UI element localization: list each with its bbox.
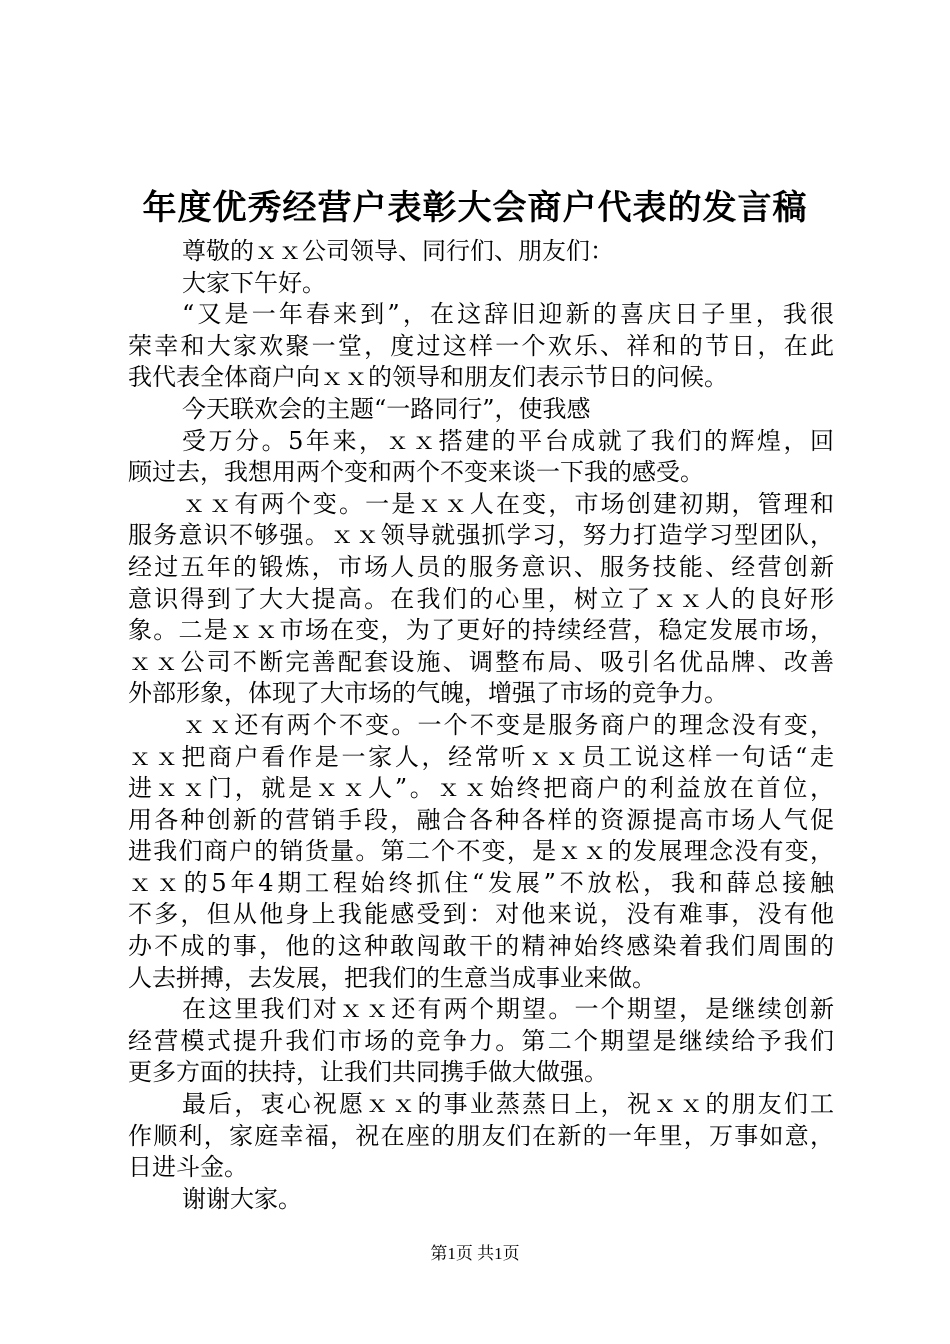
paragraph-line: 意识得到了大大提高。在我们的心里，树立了ｘｘ人的良好形 xyxy=(128,584,834,613)
paragraph-line: ｘｘ还有两个不变。一个不变是服务商户的理念没有变， xyxy=(182,710,834,739)
paragraph-line: 我代表全体商户向ｘｘ的领导和朋友们表示节日的问候。 xyxy=(128,363,728,392)
document-title: 年度优秀经营户表彰大会商户代表的发言稿 xyxy=(142,188,808,228)
paragraph-line: 用各种创新的营销手段，融合各种各样的资源提高市场人气促 xyxy=(128,805,834,834)
paragraph-line: 大家下午好。 xyxy=(182,268,326,297)
paragraph-line: 不多，但从他身上我能感受到：对他来说，没有难事，没有他 xyxy=(128,900,834,929)
paragraph-line: 尊敬的ｘｘ公司领导、同行们、朋友们： xyxy=(182,237,614,265)
paragraph-line: 谢谢大家。 xyxy=(182,1184,302,1213)
paragraph-line: 象。二是ｘｘ市场在变，为了更好的持续经营，稳定发展市场， xyxy=(128,616,834,645)
paragraph-line: 服务意识不够强。ｘｘ领导就强抓学习，努力打造学习型团队， xyxy=(128,521,834,550)
paragraph-line: 外部形象，体现了大市场的气魄，增强了市场的竞争力。 xyxy=(128,679,728,708)
paragraph-line: ｘｘ的5年4期工程始终抓住“发展”不放松，我和薛总接触 xyxy=(128,868,834,897)
paragraph-line: ｘｘ公司不断完善配套设施、调整布局、吸引名优品牌、改善 xyxy=(128,647,834,676)
paragraph-line: 最后，衷心祝愿ｘｘ的事业蒸蒸日上，祝ｘｘ的朋友们工 xyxy=(182,1090,834,1119)
paragraph-line: 荣幸和大家欢聚一堂，度过这样一个欢乐、祥和的节日，在此 xyxy=(128,331,834,360)
paragraph-line: 办不成的事，他的这种敢闯敢干的精神始终感染着我们周围的 xyxy=(128,932,834,961)
paragraph-line: 顾过去，我想用两个变和两个不变来谈一下我的感受。 xyxy=(128,458,704,487)
paragraph-line: 更多方面的扶持，让我们共同携手做大做强。 xyxy=(128,1058,608,1087)
paragraph-line: ｘｘ有两个变。一是ｘｘ人在变，市场创建初期，管理和 xyxy=(182,489,834,518)
page-footer: 第1页 共1页 xyxy=(430,1244,520,1263)
paragraph-line: ｘｘ把商户看作是一家人，经常听ｘｘ员工说这样一句话“走 xyxy=(128,742,834,771)
paragraph-line: 在这里我们对ｘｘ还有两个期望。一个期望，是继续创新 xyxy=(182,995,834,1024)
paragraph-line: 受万分。5年来，ｘｘ搭建的平台成就了我们的辉煌，回 xyxy=(182,426,834,455)
paragraph-line: 作顺利，家庭幸福，祝在座的朋友们在新的一年里，万事如意， xyxy=(128,1121,834,1150)
paragraph-line: 进我们商户的销货量。第二个不变，是ｘｘ的发展理念没有变， xyxy=(128,837,834,866)
paragraph-line: 进ｘｘ门，就是ｘｘ人”。ｘｘ始终把商户的利益放在首位， xyxy=(128,774,834,803)
document-body xyxy=(128,236,834,1215)
paragraph-line: “又是一年春来到”，在这辞旧迎新的喜庆日子里，我很 xyxy=(182,300,834,329)
paragraph-line: 经过五年的锻炼，市场人员的服务意识、服务技能、经营创新 xyxy=(128,552,834,581)
paragraph-line: 经营模式提升我们市场的竞争力。第二个期望是继续给予我们 xyxy=(128,1026,834,1055)
paragraph-line: 人去拼搏，去发展，把我们的生意当成事业来做。 xyxy=(128,963,656,992)
paragraph-line: 日进斗金。 xyxy=(128,1153,248,1182)
paragraph-line: 今天联欢会的主题“一路同行”，使我感 xyxy=(182,394,591,423)
